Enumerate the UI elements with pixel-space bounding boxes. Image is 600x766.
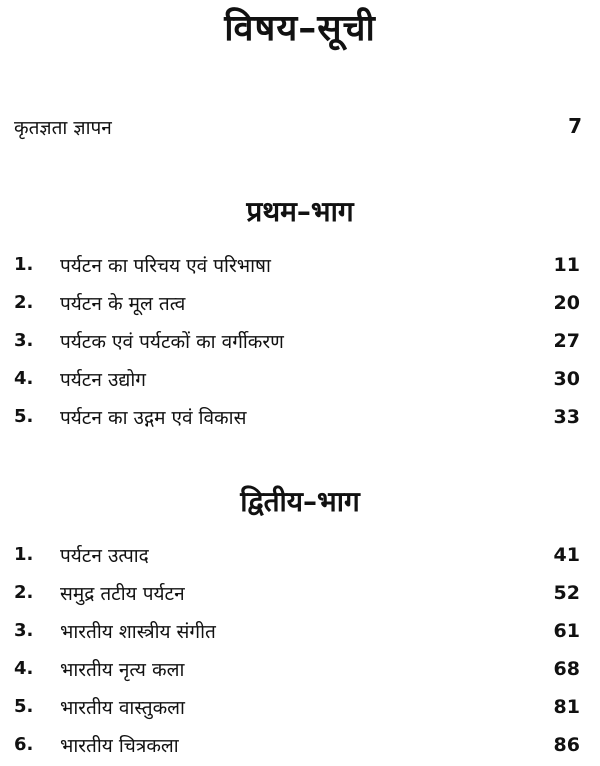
chapter-page-number: 20 [553,292,580,314]
chapter-number: 6. [14,734,34,755]
chapter-number: 3. [14,330,34,351]
chapter-title: पर्यटन का उद्गम एवं विकास [60,407,247,429]
chapter-number: 2. [14,292,34,313]
chapter-title: भारतीय शास्त्रीय संगीत [60,621,216,643]
toc-entry[interactable] [14,614,580,652]
chapter-number: 3. [14,620,34,641]
toc-entry[interactable] [14,400,580,438]
section-2-list [14,538,580,766]
chapter-title: भारतीय चित्रकला [60,735,179,757]
chapter-number: 5. [14,696,34,717]
toc-entry[interactable] [14,728,580,766]
toc-entry[interactable] [14,576,580,614]
chapter-number: 1. [14,254,34,275]
chapter-number: 5. [14,406,34,427]
toc-entry[interactable] [14,538,580,576]
chapter-page-number: 27 [553,330,580,352]
chapter-title: पर्यटन का परिचय एवं परिभाषा [60,255,271,277]
toc-entry[interactable] [14,248,580,286]
chapter-title: समुद्र तटीय पर्यटन [60,583,185,605]
toc-entry[interactable] [14,362,580,400]
chapter-title: पर्यटन के मूल तत्व [60,293,186,315]
chapter-number: 4. [14,658,34,679]
chapter-page-number: 41 [553,544,580,566]
section-heading-part-2: द्वितीय–भाग [240,485,360,518]
chapter-title: भारतीय नृत्य कला [60,659,185,681]
chapter-page-number: 86 [553,734,580,756]
chapter-title: पर्यटन उत्पाद [60,545,149,567]
section-1-list [14,248,580,438]
chapter-title: पर्यटन उद्योग [60,369,146,391]
chapter-number: 4. [14,368,34,389]
chapter-page-number: 52 [553,582,580,604]
chapter-number: 1. [14,544,34,565]
chapter-page-number: 81 [553,696,580,718]
toc-entry[interactable] [14,286,580,324]
toc-entry[interactable] [14,690,580,728]
acknowledgement-entry[interactable] [14,114,582,142]
chapter-page-number: 68 [553,658,580,680]
chapter-title: पर्यटक एवं पर्यटकों का वर्गीकरण [60,331,284,353]
chapter-page-number: 33 [553,406,580,428]
page-title: विषय–सूची [224,8,376,49]
chapter-page-number: 11 [553,254,580,276]
chapter-page-number: 61 [553,620,580,642]
toc-entry[interactable] [14,324,580,362]
acknowledgement-page-number: 7 [568,114,582,138]
section-heading-part-1: प्रथम–भाग [246,195,354,228]
chapter-title: भारतीय वास्तुकला [60,697,185,719]
toc-entry[interactable] [14,652,580,690]
chapter-number: 2. [14,582,34,603]
acknowledgement-label: कृतज्ञता ज्ञापन [14,117,112,139]
chapter-page-number: 30 [553,368,580,390]
